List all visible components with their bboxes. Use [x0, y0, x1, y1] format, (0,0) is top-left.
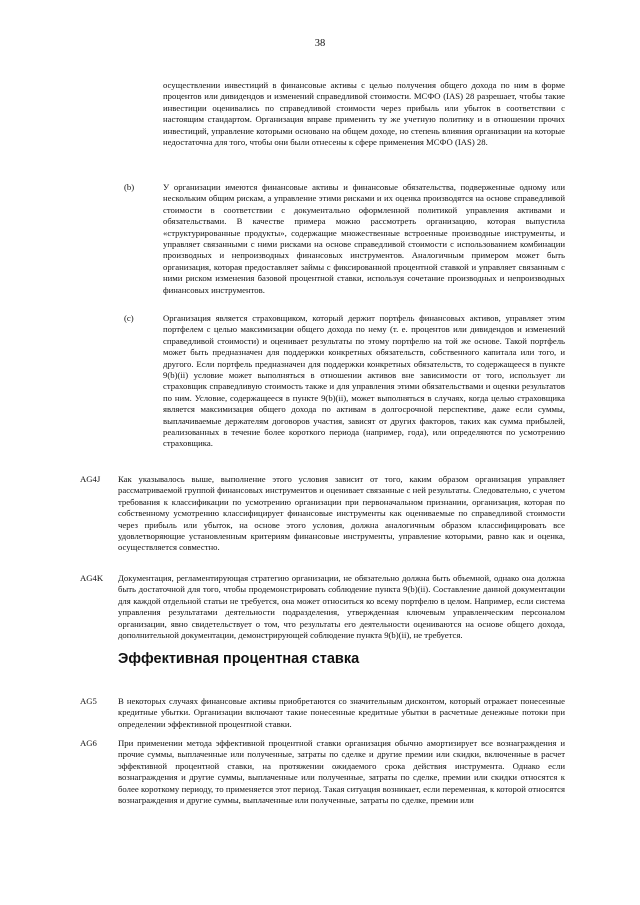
paragraph-text-ag5: В некоторых случаях финансовые активы приобретаются со значительным дисконтом, который отражает понесенные кредитные убытки. Организации включают такие понесенные кредитные убытки в расчетные денежные потоки при определении эффективной процентной ставки. [118, 696, 565, 729]
item-text-c: Организация является страховщиком, который держит портфель финансовых активов, управляет этим портфелем с целью максимизации общего дохода по нему (т. е. процентов или дивидендов и изменений справедливой стоимости) и оценивает результаты по этому портфелю на той же основе. Такой портфель может быть предназначен для поддержки конкретных обязательств, собственного капитала или того, и другого. Если портфель предназначен для поддержки конкретных обязательств, то содержащееся в пункте 9(b)(ii) условие может выполняться в отношении активов вне зависимости от того, использует ли страховщик справедливую стоимость также и для управления этими обязательствами и оценки результатов по ним. Условие, содержащееся в пункте 9(b)(ii), может выполняться в случаях, когда целью страховщика является максимизация общего дохода по активам в долгосрочной перспективе, даже если суммы, выплачиваемые держателям договоров участия, зависят от других факторов, таких как сумма прибылей, реализованных в течение более короткого периода (например, года), или определяются по усмотрению страховщика. [163, 313, 565, 449]
paragraph-label-ag5: AG5 [80, 696, 97, 706]
continuation-paragraph: осуществлении инвестиций в финансовые активы с целью получения общего дохода по ним в форме процентов или дивидендов и изменений справедливой стоимости. МСФО (IAS) 28 разрешает, чтобы такие инвестиции оценивались по справедливой стоимости через прибыль или убыток в соответствии с настоящим стандартом. Организация вправе применить ту же учетную политику и в отношении прочих инвестиций, управление которыми основано на общем доходе, но степень влияния организации на которые недостаточна для того, чтобы они были отнесены к сфере применения МСФО (IAS) 28. [163, 80, 565, 148]
item-text-b: У организации имеются финансовые активы и финансовые обязательства, подверженные одному или нескольким общим рискам, а управление этими рисками и их оценка производятся на основе справедливой стоимости в соответствии с документально оформленной политикой управления активами и обязательствами. В качестве примера можно рассмотреть организацию, которая выпустила «структурированные продукты», содержащие множественные встроенные производные инструменты, и управляет связанными с ними рисками на основе справедливой стоимости с использованием комбинации производных и непроизводных финансовых инструментов. Аналогичным примером может быть организация, которая предоставляет займы с фиксированной процентной ставкой и управляет связанным с ними риском изменения базовой процентной ставки, используя сочетание производных и непроизводных финансовых инструментов. [163, 182, 565, 295]
paragraph-text-ag6: При применении метода эффективной процентной ставки организация обычно амортизирует все вознаграждения и прочие суммы, выплаченные или полученные, затраты по сделке и другие премии или скидки, включенные в расчет эффективной процентной ставки, на протяжении ожидаемого срока действия инструмента. Однако если вознаграждения и другие суммы, выплаченные или полученные, затраты по сделке, премии или скидки относятся к более короткому периоду, то применяется этот период. Такая ситуация возникает, если переменная, к которой относятся вознаграждения и другие суммы, выплаченные или полученные, затраты по сделке, премии или [118, 738, 565, 806]
item-label-b: (b) [124, 182, 135, 192]
item-label-c: (c) [124, 313, 134, 323]
paragraph-text-ag4j: Как указывалось выше, выполнение этого условия зависит от того, каким образом организация управляет рассматриваемой группой финансовых инструментов и оценивает связанные с ней результаты. Следовательно, с учетом требования к классификации по усмотрению организации при первоначальном признании, организация, которая по собственному усмотрению классифицирует финансовые инструменты как оцениваемые по справедливой стоимости через прибыль или убыток, на основе этого условия, должна аналогичным образом классифицировать все удовлетворяющие установленным критериям финансовые инструменты, управление которыми, равно как и оценка, осуществляется совместно. [118, 474, 565, 553]
paragraph-label-ag6: AG6 [80, 738, 97, 748]
section-heading: Эффективная процентная ставка [118, 651, 360, 667]
paragraph-label-ag4k: AG4K [80, 573, 104, 583]
paragraph-label-ag4j: AG4J [80, 474, 101, 484]
page-number: 38 [314, 38, 326, 49]
paragraph-text-ag4k: Документация, регламентирующая стратегию организации, не обязательно должна быть объемной, однако она должна быть достаточной для того, чтобы продемонстрировать соблюдение пункта 9(b)(ii). Составление данной документации для каждой отдельной статьи не требуется, она может относиться ко всему портфелю в целом. Например, если система управления результатами деятельности подразделения, утвержденная ключевым управленческим персоналом организации, явно свидетельствует о том, что результаты его деятельности оцениваются на основе общего дохода, дополнительной документации, демонстрирующей соблюдение пункта 9(b)(ii), не требуется. [118, 573, 565, 641]
